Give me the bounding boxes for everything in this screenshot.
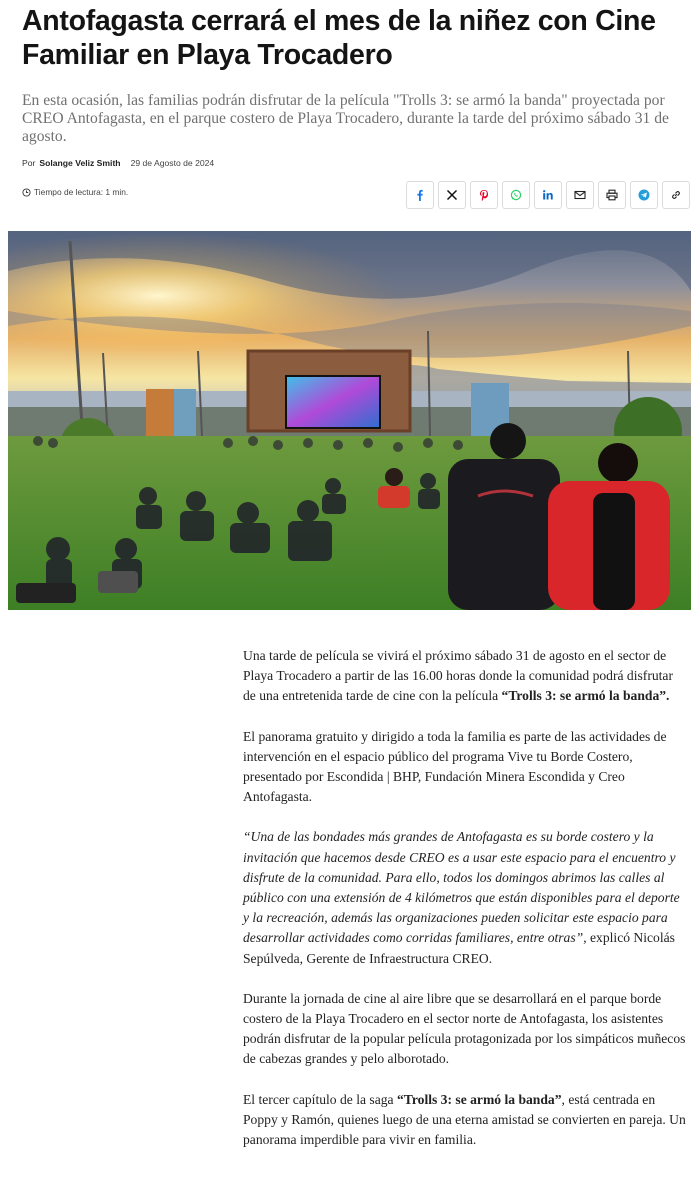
telegram-icon — [638, 189, 650, 201]
share-copy-link-button[interactable] — [662, 181, 690, 209]
share-x-button[interactable] — [438, 181, 466, 209]
article-lead: En esta ocasión, las familias podrán disfrutar de la película "Trolls 3: se armó la banda" proyectada por CREO Antofagasta, en el parque costero de Playa Trocadero, durante la tarde del próximo sábado 31 de agosto. — [22, 92, 669, 145]
paragraph-5-text-b: , está centrada en Poppy y Ramón, quienes luego de una eterna amistad se convierten en pareja. Un panorama imperdible para vivir en familia. — [243, 1091, 686, 1148]
outdoor-cinema-photo — [8, 231, 691, 610]
article-photo — [8, 231, 691, 610]
paragraph-3 — [243, 827, 689, 968]
paragraph-1 — [243, 646, 689, 707]
whatsapp-icon — [510, 189, 522, 201]
share-email-button[interactable] — [566, 181, 594, 209]
print-icon — [606, 189, 618, 201]
share-print-button[interactable] — [598, 181, 626, 209]
link-icon — [670, 189, 682, 201]
paragraph-5-text-a: El tercer capítulo de la saga — [243, 1091, 397, 1107]
reading-time — [22, 187, 128, 197]
share-pinterest-button[interactable] — [470, 181, 498, 209]
article-title: Antofagasta cerrará el mes de la niñez con Cine Familiar en Playa Trocadero — [22, 5, 656, 71]
reading-time-label: Tiempo de lectura: 1 min. — [34, 187, 129, 197]
paragraph-3-text: , explicó Nicolás Sepúlveda, Gerente de Infraestructura CREO. — [243, 930, 675, 966]
linkedin-icon — [542, 189, 554, 201]
byline — [22, 158, 214, 168]
paragraph-5-bold: “Trolls 3: se armó la banda” — [397, 1091, 562, 1107]
share-bar — [406, 181, 690, 209]
x-icon — [446, 189, 458, 201]
share-telegram-button[interactable] — [630, 181, 658, 209]
share-whatsapp-button[interactable] — [502, 181, 530, 209]
article-body — [243, 646, 689, 1170]
paragraph-4: Durante la jornada de cine al aire libre que se desarrollará en el parque borde costero de la Playa Trocadero en el sector norte de Antofagasta, los asistentes podrán disfrutar de la popular película protagonizada por los simpáticos muñecos de cabezas grandes y pelo alborotado. — [243, 990, 686, 1067]
paragraph-1-text: Una tarde de película se vivirá el próximo sábado 31 de agosto en el sector de Playa Trocadero a partir de las 16.00 horas donde la comunidad podrá disfrutar de una entretenida tarde de cine con la película — [243, 648, 673, 704]
pinterest-icon — [478, 189, 490, 201]
share-linkedin-button[interactable] — [534, 181, 562, 209]
email-icon — [574, 189, 586, 201]
byline-prefix: Por — [22, 158, 36, 168]
publish-date: 29 de Agosto de 2024 — [130, 158, 215, 168]
facebook-icon — [414, 189, 426, 201]
share-facebook-button[interactable] — [406, 181, 434, 209]
clock-icon — [22, 188, 31, 197]
paragraph-1-bold: “Trolls 3: se armó la banda”. — [501, 688, 670, 704]
paragraph-5 — [243, 1090, 689, 1151]
author-name[interactable]: Solange Veliz Smith — [39, 158, 121, 168]
quote-text: “Una de las bondades más grandes de Antofagasta es su borde costero y la invitación que hacemos desde CREO es a usar este espacio para el encuentro y disfrute de la comunidad. Para ello, todos los domingos abrimos las calles al público con una extensión de 4 kilómetros que están disponibles para el deporte y la recreación, además las organizaciones pueden solicitar este espacio para desarrollar actividades como corridas familiares, entre otras” — [243, 829, 680, 946]
paragraph-2: El panorama gratuito y dirigido a toda la familia es parte de las actividades de intervención en el espacio público del programa Vive tu Borde Costero, presentado por Escondida | BHP, Fundación Minera Escondida y Creo Antofagasta. — [243, 728, 667, 805]
